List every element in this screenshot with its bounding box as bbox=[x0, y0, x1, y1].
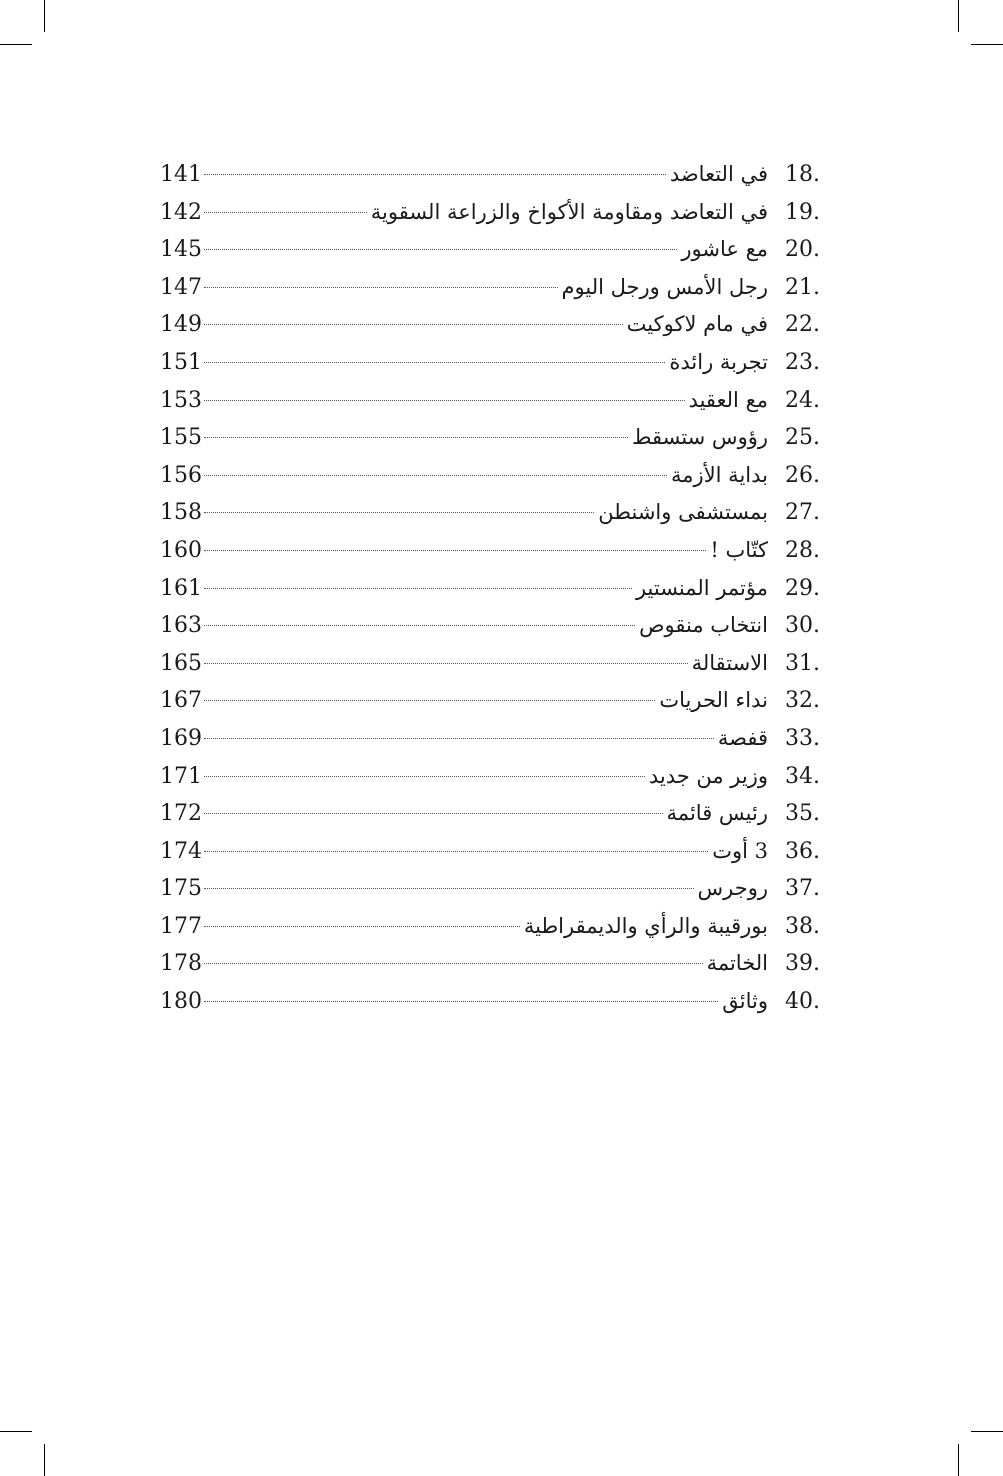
toc-page-number: 165 bbox=[160, 650, 202, 676]
toc-entry bbox=[160, 908, 820, 946]
toc-leader-dots bbox=[204, 249, 677, 250]
toc-leader-dots bbox=[204, 700, 655, 701]
toc-leader-dots bbox=[204, 287, 558, 288]
crop-mark-bottom-right-vertical bbox=[958, 1444, 959, 1476]
toc-entry-title: رؤوس ستسقط bbox=[632, 425, 768, 450]
toc-entry-title: 3 أوت bbox=[712, 838, 768, 863]
toc-entry-title: مع عاشور bbox=[681, 237, 768, 262]
toc-page-number: 163 bbox=[160, 613, 202, 639]
toc-leader-dots bbox=[204, 738, 714, 739]
toc-entry-title: قفصة bbox=[717, 725, 768, 750]
toc-page-number: 153 bbox=[160, 387, 202, 413]
toc-page-number: 147 bbox=[160, 274, 202, 300]
toc-leader-dots bbox=[204, 588, 632, 589]
toc-entry-number: 33. bbox=[785, 725, 820, 751]
toc-entry-number: 24. bbox=[785, 387, 820, 413]
crop-mark-bottom-right-horizontal bbox=[971, 1431, 1003, 1432]
toc-entry-title: في التعاضد bbox=[669, 162, 768, 186]
toc-entry bbox=[160, 870, 820, 908]
crop-mark-top-right-vertical bbox=[958, 0, 959, 32]
toc-entry-title: في التعاضد ومقاومة الأكواخ والزراعة السقوية bbox=[370, 199, 768, 224]
toc-leader-dots bbox=[204, 475, 667, 476]
toc-entry-title: نداء الحريات bbox=[659, 688, 768, 713]
toc-entry-title: الاستقالة bbox=[691, 650, 768, 675]
toc-page-number: 151 bbox=[160, 349, 202, 375]
toc-entry-title: مع العقيد bbox=[688, 387, 768, 412]
toc-entry-number: 26. bbox=[785, 462, 820, 488]
toc-entry bbox=[160, 758, 820, 796]
toc-leader-dots bbox=[204, 926, 520, 927]
toc-entry bbox=[160, 795, 820, 833]
toc-entry bbox=[160, 231, 820, 269]
toc-leader-dots bbox=[204, 437, 628, 438]
toc-entry-number: 37. bbox=[785, 876, 820, 902]
toc-page-number: 178 bbox=[160, 951, 202, 977]
toc-entry bbox=[160, 720, 820, 758]
toc-leader-dots bbox=[204, 963, 703, 964]
toc-entry-number: 22. bbox=[785, 312, 820, 338]
toc-entry-number: 29. bbox=[785, 575, 820, 601]
toc-leader-dots bbox=[204, 324, 623, 325]
toc-entry bbox=[160, 532, 820, 570]
toc-entry bbox=[160, 344, 820, 382]
toc-entry bbox=[160, 156, 820, 194]
toc-leader-dots bbox=[204, 663, 688, 664]
toc-entry-title: الخاتمة bbox=[706, 951, 768, 976]
crop-mark-top-left-horizontal bbox=[0, 44, 32, 45]
toc-page-number: 142 bbox=[160, 199, 202, 225]
toc-entry bbox=[160, 494, 820, 532]
crop-mark-top-right-horizontal bbox=[971, 44, 1003, 45]
toc-leader-dots bbox=[204, 550, 706, 551]
toc-page-number: 174 bbox=[160, 838, 202, 864]
toc-entry-number: 23. bbox=[785, 349, 820, 375]
toc-entry-title: مؤتمر المنستير bbox=[635, 575, 768, 600]
toc-entry-number: 35. bbox=[785, 801, 820, 827]
toc-entry-title: وثائق bbox=[722, 989, 768, 1014]
toc-leader-dots bbox=[204, 888, 694, 889]
toc-entry bbox=[160, 306, 820, 344]
toc-page-number: 167 bbox=[160, 688, 202, 714]
toc-entry-number: 36. bbox=[785, 838, 820, 864]
toc-page-number: 172 bbox=[160, 801, 202, 827]
toc-page-number: 177 bbox=[160, 913, 202, 939]
toc-entry bbox=[160, 645, 820, 683]
toc-entry-title: في مام لاكوكيت bbox=[626, 312, 768, 337]
toc-entry-number: 34. bbox=[785, 763, 820, 789]
crop-mark-bottom-left-vertical bbox=[44, 1444, 45, 1476]
toc-entry-title: بورقيبة والرأي والديمقراطية bbox=[523, 913, 768, 938]
toc-entry bbox=[160, 419, 820, 457]
toc-leader-dots bbox=[204, 212, 367, 213]
toc-entry-title: رئيس قائمة bbox=[666, 801, 768, 826]
toc-page-number: 149 bbox=[160, 312, 202, 338]
toc-entry-number: 27. bbox=[785, 500, 820, 526]
toc-entry-title: وزير من جديد bbox=[648, 763, 768, 788]
toc-page-number: 141 bbox=[160, 162, 202, 187]
toc-leader-dots bbox=[204, 813, 663, 814]
toc-entry-title: بمستشفى واشنطن bbox=[598, 500, 768, 525]
toc-entry-number: 18. bbox=[785, 162, 820, 187]
toc-entry bbox=[160, 382, 820, 420]
toc-entry-title: روجرس bbox=[697, 876, 768, 901]
toc-leader-dots bbox=[204, 362, 665, 363]
toc-entry-number: 28. bbox=[785, 537, 820, 563]
toc-page-number: 158 bbox=[160, 500, 202, 526]
toc-leader-dots bbox=[204, 512, 594, 513]
toc-page-number: 169 bbox=[160, 725, 202, 751]
toc-entry-number: 20. bbox=[785, 237, 820, 263]
toc-entry-number: 38. bbox=[785, 913, 820, 939]
toc-leader-dots bbox=[204, 776, 645, 777]
toc-entry bbox=[160, 194, 820, 232]
toc-page-number: 175 bbox=[160, 876, 202, 902]
toc-page-number: 145 bbox=[160, 237, 202, 263]
toc-page-number: 180 bbox=[160, 989, 202, 1015]
table-of-contents bbox=[160, 156, 820, 1021]
toc-page-number: 156 bbox=[160, 462, 202, 488]
toc-entry-title: انتخاب منقوص bbox=[639, 613, 768, 638]
toc-entry bbox=[160, 457, 820, 495]
toc-page-number: 161 bbox=[160, 575, 202, 601]
toc-leader-dots bbox=[204, 174, 666, 175]
toc-entry-title: كتّاب ! bbox=[710, 537, 768, 562]
toc-leader-dots bbox=[204, 625, 635, 626]
toc-leader-dots bbox=[204, 851, 708, 852]
toc-entry-title: تجربة رائدة bbox=[669, 349, 768, 374]
toc-entry-number: 25. bbox=[785, 425, 820, 451]
toc-entry-number: 40. bbox=[785, 989, 820, 1015]
toc-entry bbox=[160, 570, 820, 608]
toc-page-number: 155 bbox=[160, 425, 202, 451]
crop-mark-bottom-left-horizontal bbox=[0, 1431, 32, 1432]
toc-leader-dots bbox=[204, 1001, 718, 1002]
toc-entry bbox=[160, 833, 820, 871]
toc-entry-number: 30. bbox=[785, 613, 820, 639]
toc-page-number: 171 bbox=[160, 763, 202, 789]
toc-leader-dots bbox=[204, 400, 685, 401]
toc-entry bbox=[160, 682, 820, 720]
toc-entry-title: بداية الأزمة bbox=[671, 462, 768, 487]
toc-entry-number: 32. bbox=[785, 688, 820, 714]
toc-entry-number: 21. bbox=[785, 274, 820, 300]
toc-entry-number: 31. bbox=[785, 650, 820, 676]
toc-page-number: 160 bbox=[160, 537, 202, 563]
toc-entry-number: 39. bbox=[785, 951, 820, 977]
toc-entry bbox=[160, 983, 820, 1021]
toc-entry-number: 19. bbox=[785, 199, 820, 225]
toc-entry bbox=[160, 607, 820, 645]
toc-entry-title: رجل الأمس ورجل اليوم bbox=[561, 274, 768, 299]
crop-mark-top-left-vertical bbox=[44, 0, 45, 32]
toc-entry bbox=[160, 945, 820, 983]
toc-entry bbox=[160, 269, 820, 307]
